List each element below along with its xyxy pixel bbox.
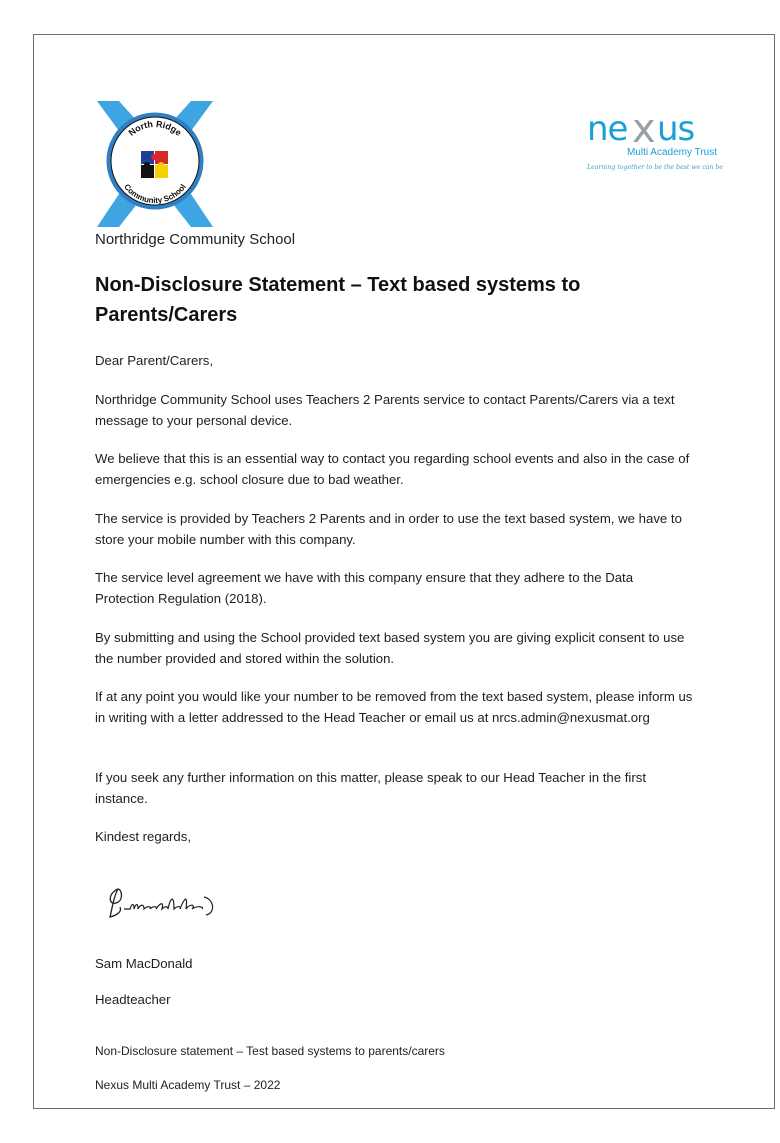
paragraph-removal: If at any point you would like your number to be removed from the text based system, please inform us in writing with a letter addressed to the Head Teacher or email us at nrcs.admin@nexusmat.org <box>95 689 693 725</box>
document-title: Non-Disclosure Statement – Text based systems to Parents/Carers <box>95 274 581 326</box>
signatory-role: Headteacher <box>95 992 171 1007</box>
svg-text:us: us <box>657 109 695 149</box>
school-name: Northridge Community School <box>95 231 296 248</box>
paragraph-service: Northridge Community School uses Teachers 2 Parents service to contact Parents/Carers via a text message to your personal device. <box>95 392 675 428</box>
svg-text:ne: ne <box>587 109 628 149</box>
nexus-trust-logo <box>585 106 725 176</box>
paragraph-further-info: If you seek any further information on this matter, please speak to our Head Teacher in the first instance. <box>95 770 646 806</box>
svg-text:Multi Academy Trust: Multi Academy Trust <box>626 147 717 158</box>
footer-document-name: Non-Disclosure statement – Test based systems to parents/carers <box>95 1044 445 1058</box>
handwritten-signature-icon <box>104 883 224 923</box>
svg-text:Learning together to be the be: Learning together to be the best we can be <box>587 164 723 171</box>
footer-trust-year: Nexus Multi Academy Trust – 2022 <box>95 1078 281 1092</box>
closing: Kindest regards, <box>95 829 192 844</box>
paragraph-provider: The service is provided by Teachers 2 Parents and in order to use the text based system, we have to store your mobile number with this company. <box>95 511 682 547</box>
svg-text:Community School: Community School <box>122 182 188 206</box>
salutation: Dear Parent/Carers, <box>95 353 213 368</box>
school-crest-logo <box>93 99 217 229</box>
paragraph-agreement: The service level agreement we have with this company ensure that they adhere to the Data Protection Regulation (2018). <box>95 570 634 606</box>
paragraph-essential: We believe that this is an essential way to contact you regarding school events and also in the case of emergencies e.g. school closure due to bad weather. <box>95 451 690 487</box>
svg-text:x: x <box>632 106 656 152</box>
paragraph-consent: By submitting and using the School provided text based system you are giving explicit consent to use the number provided and stored within the solution. <box>95 630 685 666</box>
signatory-name: Sam MacDonald <box>95 956 193 971</box>
svg-text:North Ridge: North Ridge <box>126 118 184 138</box>
